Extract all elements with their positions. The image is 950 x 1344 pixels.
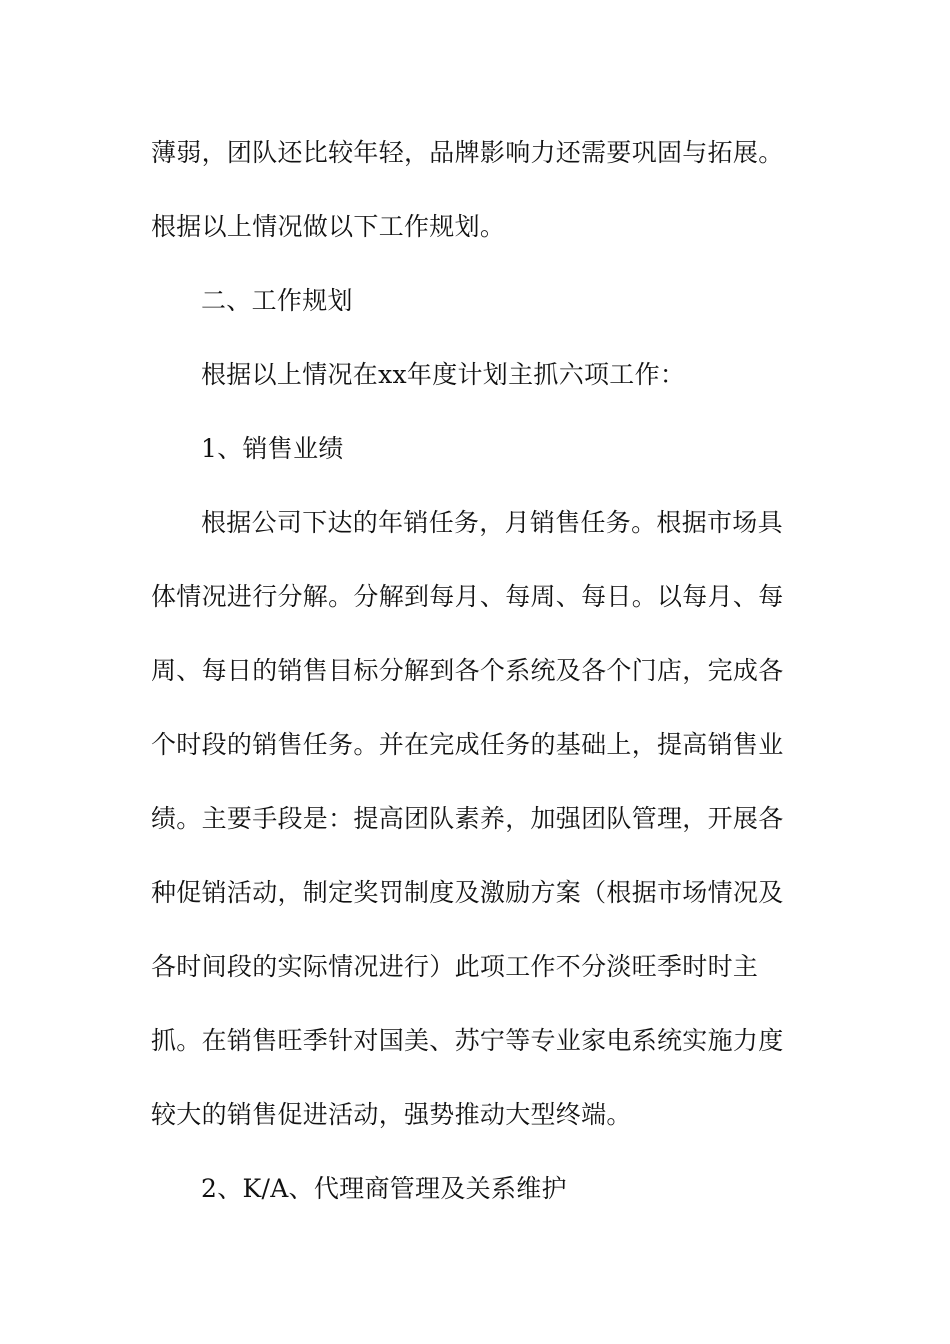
subsection-heading: 1、销售业绩: [201, 434, 344, 463]
paragraph-line: 各时间段的实际情况进行）此项工作不分淡旺季时时主: [151, 952, 759, 981]
paragraph-line: 根据公司下达的年销任务，月销售任务。根据市场具: [201, 508, 783, 537]
paragraph-line: 绩。主要手段是：提高团队素养，加强团队管理，开展各: [151, 804, 784, 833]
paragraph-line: 根据以上情况做以下工作规划。: [151, 212, 506, 241]
paragraph-line: 个时段的销售任务。并在完成任务的基础上，提高销售业: [151, 730, 784, 759]
paragraph-line: 抓。在销售旺季针对国美、苏宁等专业家电系统实施力度: [151, 1026, 784, 1055]
paragraph-line: 较大的销售促进活动，强势推动大型终端。: [151, 1100, 632, 1129]
paragraph-line: 根据以上情况在xx年度计划主抓六项工作：: [201, 360, 686, 389]
paragraph-line: 体情况进行分解。分解到每月、每周、每日。以每月、每: [151, 582, 784, 611]
paragraph-line: 薄弱，团队还比较年轻，品牌影响力还需要巩固与拓展。: [151, 138, 784, 167]
section-heading: 二、工作规划: [201, 286, 353, 315]
paragraph-line: 种促销活动，制定奖罚制度及激励方案（根据市场情况及: [151, 878, 784, 907]
subsection-heading: 2、K/A、代理商管理及关系维护: [201, 1174, 567, 1203]
paragraph-line: 周、每日的销售目标分解到各个系统及各个门店，完成各: [151, 656, 784, 685]
